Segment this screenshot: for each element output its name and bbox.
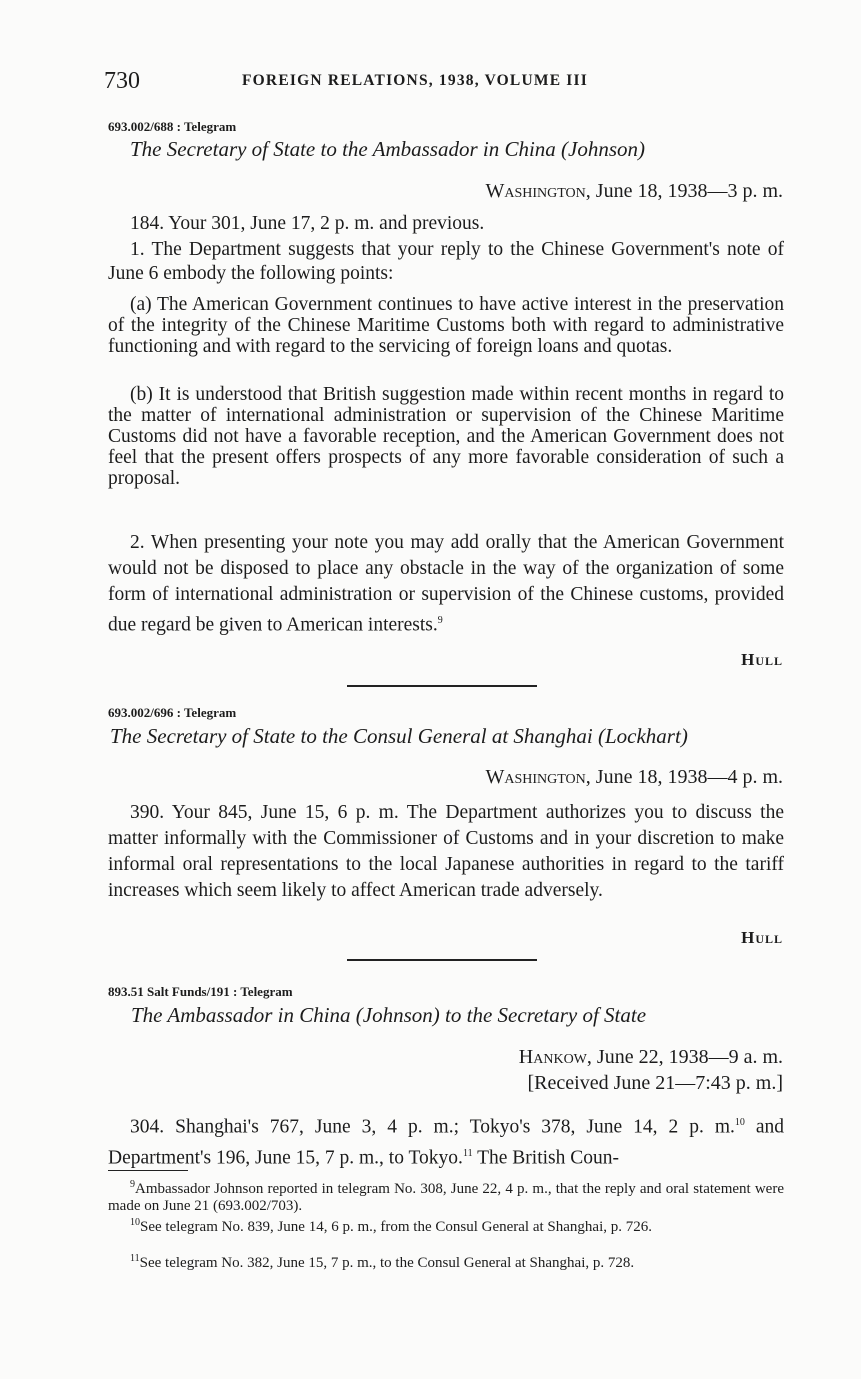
page-number: 730	[104, 68, 140, 94]
dateline-date: , June 18, 1938—4 p. m.	[585, 766, 783, 788]
file-id: 693.002/696 : Telegram	[108, 705, 237, 720]
paragraph-text: and Department's 196, June 15, 7 p. m., to Tokyo.	[108, 1116, 784, 1168]
paragraph-text: 304. Shanghai's 767, June 3, 4 p. m.; Tokyo's 378, June 14, 2 p. m.	[130, 1116, 735, 1138]
footnote-text: Ambassador Johnson reported in telegram No. 308, June 22, 4 p. m., that the reply and oral statement were made on June 21 (693.002/703).	[108, 1181, 784, 1214]
signature: Hull	[741, 650, 783, 669]
footnote-ref: 11	[462, 1147, 473, 1159]
footnote	[108, 1250, 784, 1272]
dateline-place: Hankow	[518, 1046, 587, 1068]
section-divider	[347, 685, 537, 687]
point-a-text: (a) The American Government continues to have active interest in the preservation of the integrity of the Chinese Maritime Customs both with regard to administrative functioning and with regard to the servicing of foreign loans and quotas.	[108, 294, 784, 357]
paragraph	[108, 1110, 784, 1171]
quoted-point-b	[108, 384, 784, 489]
paragraph: 184. Your 301, June 17, 2 p. m. and previous.	[130, 213, 485, 234]
footnote-ref: 10	[734, 1117, 745, 1128]
quoted-point-a	[108, 294, 784, 357]
footnote-mark: 9	[130, 1179, 135, 1190]
footnote-text: See telegram No. 382, June 15, 7 p. m., to the Consul General at Shanghai, p. 728.	[139, 1255, 635, 1271]
point-b-text: (b) It is understood that British suggestion made within recent months in regard to the matter of international administration or supervision of the Chinese Maritime Customs did not have a favorable reception, and the American Government does not feel that the present offers prospects of any more favorable consideration of such a proposal.	[108, 384, 784, 489]
paragraph-text: The British Coun-	[472, 1147, 620, 1168]
footnote-mark: 10	[130, 1217, 140, 1228]
file-id: 893.51 Salt Funds/191 : Telegram	[108, 984, 293, 999]
footnote-text: See telegram No. 839, June 14, 6 p. m., from the Consul General at Shanghai, p. 726.	[140, 1219, 652, 1235]
footnote-divider	[108, 1170, 188, 1171]
footnote	[108, 1176, 784, 1215]
footnote-mark: 11	[130, 1253, 140, 1264]
paragraph: 390. Your 845, June 15, 6 p. m. The Department authorizes you to discuss the matter informally with the Commissioner of Customs and in your discretion to make informal oral representations to the local Japanese authorities in regard to the tariff increases which seem likely to affect American trade adversely.	[108, 802, 784, 901]
dateline	[485, 766, 783, 789]
paragraph	[108, 530, 784, 639]
address-line: The Ambassador in China (Johnson) to the Secretary of State	[131, 1003, 647, 1027]
footnote	[108, 1214, 784, 1236]
dateline-date: , June 22, 1938—9 a. m.	[586, 1046, 783, 1068]
dateline	[485, 180, 783, 203]
dateline	[519, 1046, 783, 1069]
paragraph-text: 2. When presenting your note you may add orally that the American Government would not be disposed to place any obstacle in the way of the organization of some form of international administration or supervision of the Chinese customs, provided due regard be given to American interests.	[108, 532, 784, 636]
dateline-place: Washington	[485, 180, 586, 202]
received-line: [Received June 21—7:43 p. m.]	[527, 1072, 783, 1094]
running-head: FOREIGN RELATIONS, 1938, VOLUME III	[242, 72, 588, 89]
address-line: The Secretary of State to the Consul General at Shanghai (Lockhart)	[110, 724, 688, 748]
dateline-date: , June 18, 1938—3 p. m.	[585, 180, 783, 202]
signature: Hull	[741, 928, 783, 947]
section-divider	[347, 959, 537, 961]
address-line: The Secretary of State to the Ambassador in China (Johnson)	[130, 137, 646, 161]
file-id: 693.002/688 : Telegram	[108, 119, 237, 134]
footnote-ref: 9	[437, 615, 443, 626]
paragraph: 1. The Department suggests that your reply to the Chinese Government's note of June 6 embody the following points:	[108, 239, 784, 284]
dateline-place: Washington	[485, 766, 586, 788]
